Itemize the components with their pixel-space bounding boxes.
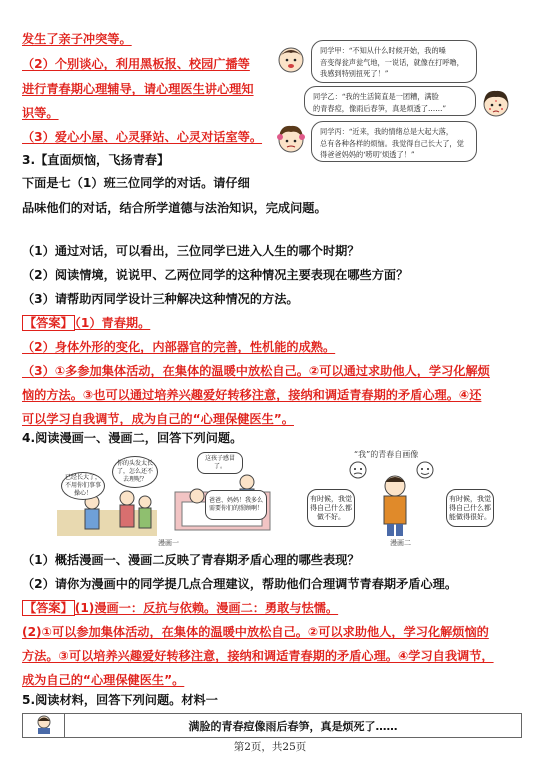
answer-tag: 【答案】 <box>24 601 73 615</box>
question-text: （1）概括漫画一、漫画二反映了青春期矛盾心理的哪些表现？ <box>22 553 360 567</box>
question-text: 下面是七（1）班三位同学的对话。请仔细 <box>22 176 250 190</box>
page-footer: 第2页，共25页 <box>233 741 307 753</box>
comic-one <box>57 452 285 536</box>
student-avatar-icon <box>33 714 55 734</box>
answer-line: 发生了亲子冲突等。 <box>22 32 132 46</box>
dialog-bubble-yi: 同学乙：“我的生活简直是一团糟，满脸 的青春痘，像雨后春笋，真是烦透了……” <box>304 86 476 116</box>
question-text: 品味他们的对话，结合所学道德与法治知识，完成问题。 <box>22 201 327 215</box>
answer-line: 可以学习自我调节，成为自己的“心理保健医生”。 <box>22 412 294 426</box>
comic-two-drawing <box>340 458 450 538</box>
dialog-bubble-jia: 同学甲：“不知从什么时候开始，我的嗓 音变得瓮声瓮气地，一说话，就像在打呼噜， 我感到特别扭死了！” <box>311 40 477 83</box>
boy-face-icon <box>276 44 306 74</box>
material-text-cell: 满脸的青春痘像雨后春笋，真是烦死了…… <box>65 714 522 738</box>
comic-title: “我”的青春自画像 <box>354 450 419 459</box>
table-row <box>23 714 522 738</box>
answer-line: (2)①可以参加集体活动，在集体的温暖中放松自己。②可以求助他人，学习化解烦恼的 <box>22 625 489 639</box>
comic-bubble: 已经长大了，不用你们事事操心！ <box>61 472 105 500</box>
comic-bubble: 爸爸、妈妈！我多么需要你们的照顾啊！ <box>205 490 267 520</box>
answer-tag: 【答案】 <box>24 316 73 330</box>
answer-line: 进行青春期心理辅导，请心理医生讲心理知 <box>22 82 254 96</box>
girl-face-icon <box>276 124 306 154</box>
answer-line: 【答案】 (1)漫画一：反抗与依赖。漫画二：勇敢与怯懦。 <box>24 601 339 615</box>
section-heading-4: 4.阅读漫画一、漫画二，回答下列问题。 <box>22 431 243 445</box>
answer-line: （3）爱心小屋、心灵驿站、心灵对话室等。 <box>22 130 263 144</box>
comic-bubble: 有时候，我觉得自己什么都做不好。 <box>307 489 355 527</box>
answer-line: 方法。③可以培养兴趣爱好转移注意，接纳和调适青春期的矛盾心理。④学习自我调节， <box>22 649 494 663</box>
section-heading-5: 5.阅读材料，回答下列问题。材料一 <box>22 693 218 707</box>
question-text: （3）请帮助丙同学设计三种解决这种情况的方法。 <box>22 292 299 306</box>
comic-bubble: 你的头发太长了，怎么还不去理呢？ <box>112 456 158 488</box>
answer-line: （2）个别谈心，利用黑板报、校园广播等 <box>22 57 250 71</box>
material-table <box>22 713 522 738</box>
dialog-bubble-bing: 同学丙：“近来，我的情绪总是大起大落， 总有各种各样的烦恼。我觉得自己长大了，觉 得爸爸妈妈的‘唠叨’烦透了！” <box>311 121 477 162</box>
question-text: （1）通过对话，可以看出，三位同学已进入人生的哪个时期？ <box>22 244 360 258</box>
comic-caption: 漫画一 <box>158 539 179 547</box>
answer-line: 恼的方法。③也可以通过培养兴趣爱好转移注意，接纳和调适青春期的矛盾心理。④还 <box>22 388 482 402</box>
comic-bubble: 有时候，我觉得自己什么都能做得很好。 <box>446 489 494 527</box>
answer-line: 识等。 <box>22 106 59 120</box>
answer-line: 成为自己的“心理保健医生”。 <box>22 673 185 687</box>
section-heading-3: 3.【直面烦恼，飞扬青春】 <box>22 153 170 167</box>
question-text: （2）请你为漫画中的同学提几点合理建议，帮助他们合理调节青春期矛盾心理。 <box>22 577 458 591</box>
girl-face-icon <box>481 88 511 118</box>
answer-line: （3）①多参加集体活动，在集体的温暖中放松自己。②可以通过求助他人，学习化解烦 <box>22 364 490 378</box>
answer-line: 【答案】 （1）青春期。 <box>24 316 151 330</box>
comic-caption: 漫画二 <box>390 539 411 547</box>
comic-bubble: 这孩子感冒了。 <box>197 452 243 474</box>
material-avatar-cell <box>23 714 65 738</box>
answer-line: （2）身体外形的变化，内部器官的完善，性机能的成熟。 <box>22 340 336 354</box>
question-text: （2）阅读情境，说说甲、乙两位同学的这种情况主要表现在哪些方面？ <box>22 268 409 282</box>
